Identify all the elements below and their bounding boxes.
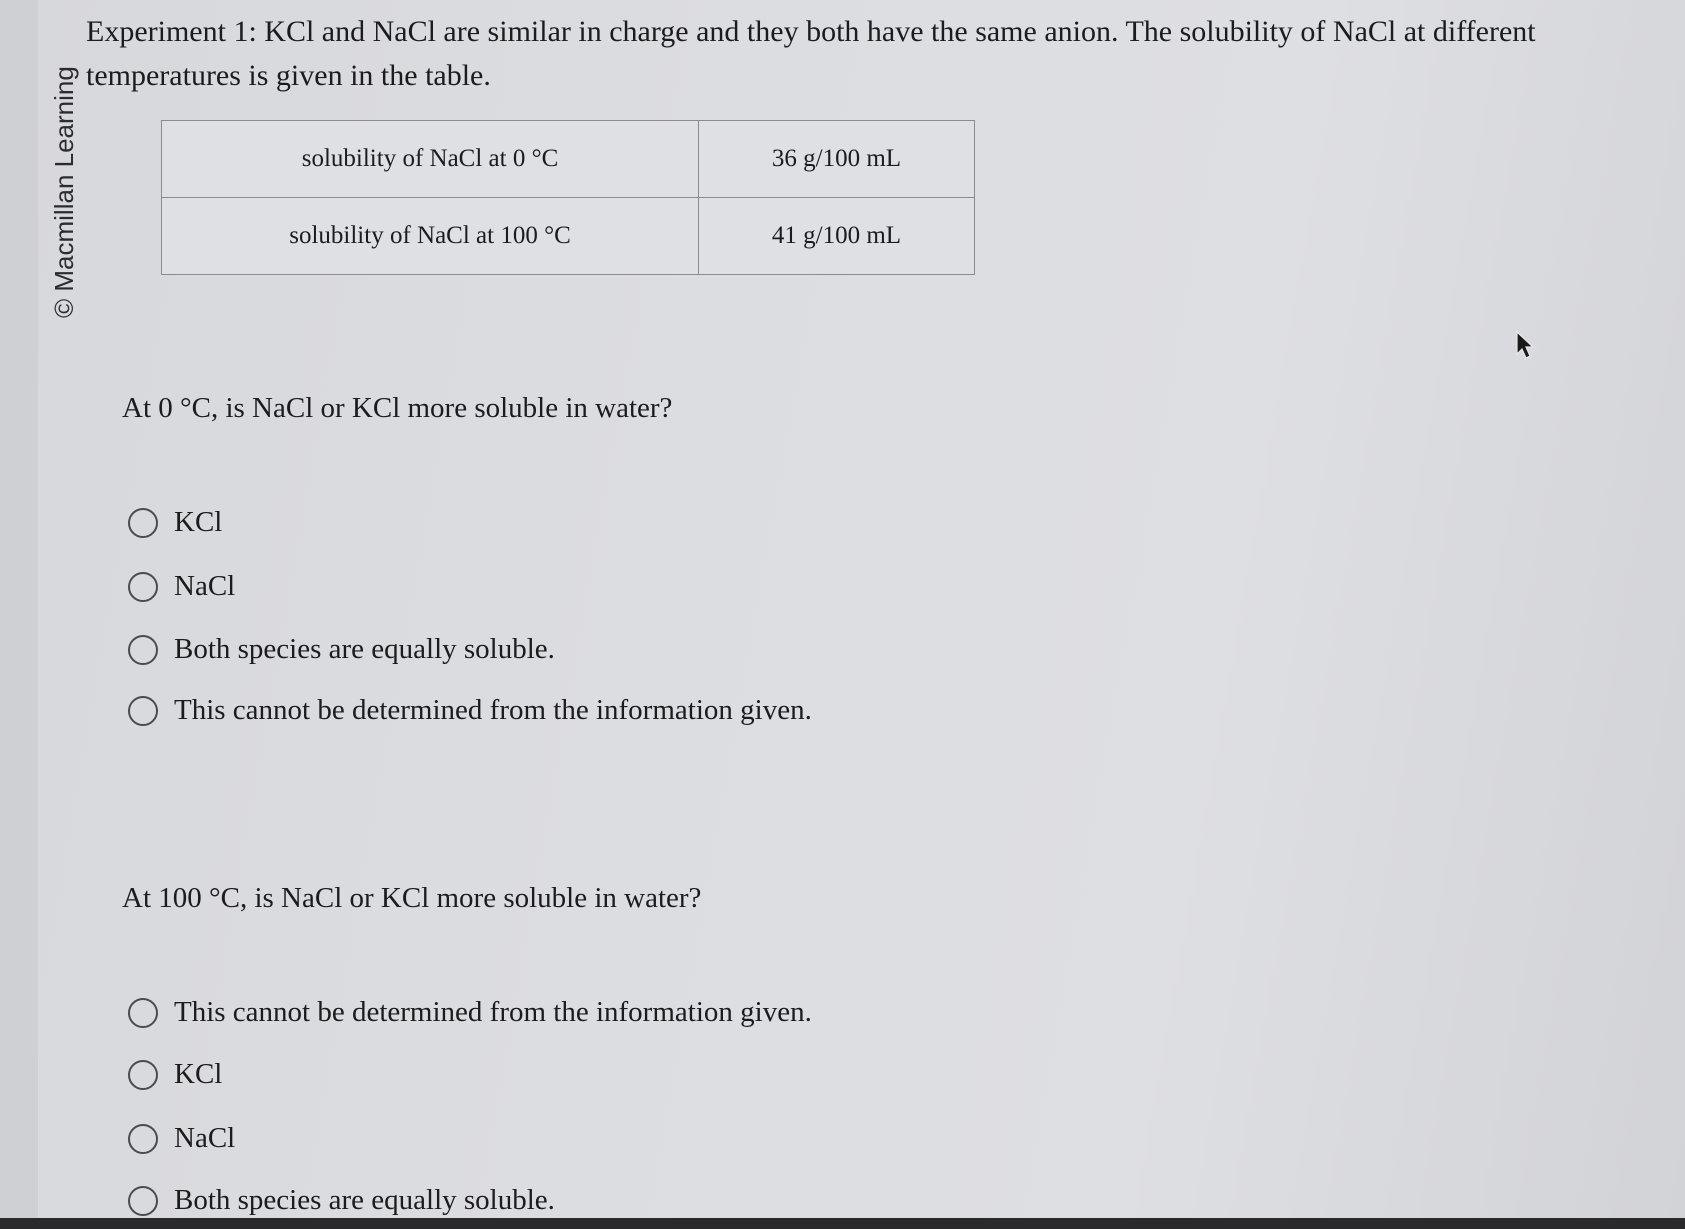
table-row (162, 198, 975, 275)
question-2-text: At 100 °C, is NaCl or KCl more soluble in water? (122, 882, 702, 914)
table-row (162, 121, 975, 198)
copyright-watermark: © Macmillan Learning (49, 66, 79, 318)
q1-option-nacl[interactable] (128, 570, 235, 603)
q1-option-equal[interactable] (128, 633, 555, 666)
table-cell-label: solubility of NaCl at 0 °C (162, 121, 699, 198)
table-cell-value: 36 g/100 mL (699, 121, 975, 198)
left-margin (0, 0, 38, 1229)
solubility-table (161, 120, 975, 275)
q1-option-kcl[interactable] (128, 506, 222, 539)
radio-button-icon[interactable] (128, 572, 158, 602)
q2-option-equal[interactable] (128, 1184, 555, 1217)
option-label: KCl (174, 506, 223, 538)
radio-button-icon[interactable] (128, 1060, 158, 1090)
radio-button-icon[interactable] (128, 998, 158, 1028)
table-cell-label: solubility of NaCl at 100 °C (162, 198, 699, 275)
experiment-intro: Experiment 1: KCl and NaCl are similar in charge and they both have the same anion. The solubility of NaCl at different temperatures is given in the table. (86, 15, 1536, 92)
radio-button-icon[interactable] (128, 696, 158, 726)
mouse-pointer-icon (1513, 330, 1539, 360)
radio-button-icon[interactable] (128, 1124, 158, 1154)
radio-button-icon[interactable] (128, 508, 158, 538)
option-label: NaCl (174, 1122, 236, 1154)
radio-button-icon[interactable] (128, 635, 158, 665)
option-label: This cannot be determined from the information given. (174, 996, 812, 1028)
option-label: Both species are equally soluble. (174, 1184, 555, 1216)
q1-option-cannot-determine[interactable] (128, 694, 812, 727)
radio-button-icon[interactable] (128, 1186, 158, 1216)
option-label: Both species are equally soluble. (174, 633, 555, 665)
q2-option-kcl[interactable] (128, 1058, 222, 1091)
screen-bottom-edge (0, 1218, 1685, 1229)
option-label: KCl (174, 1058, 223, 1090)
option-label: NaCl (174, 570, 236, 602)
option-label: This cannot be determined from the information given. (174, 694, 812, 726)
q2-option-nacl[interactable] (128, 1122, 235, 1155)
q2-option-cannot-determine[interactable] (128, 996, 812, 1029)
question-1-text: At 0 °C, is NaCl or KCl more soluble in water? (122, 392, 673, 424)
table-cell-value: 41 g/100 mL (699, 198, 975, 275)
